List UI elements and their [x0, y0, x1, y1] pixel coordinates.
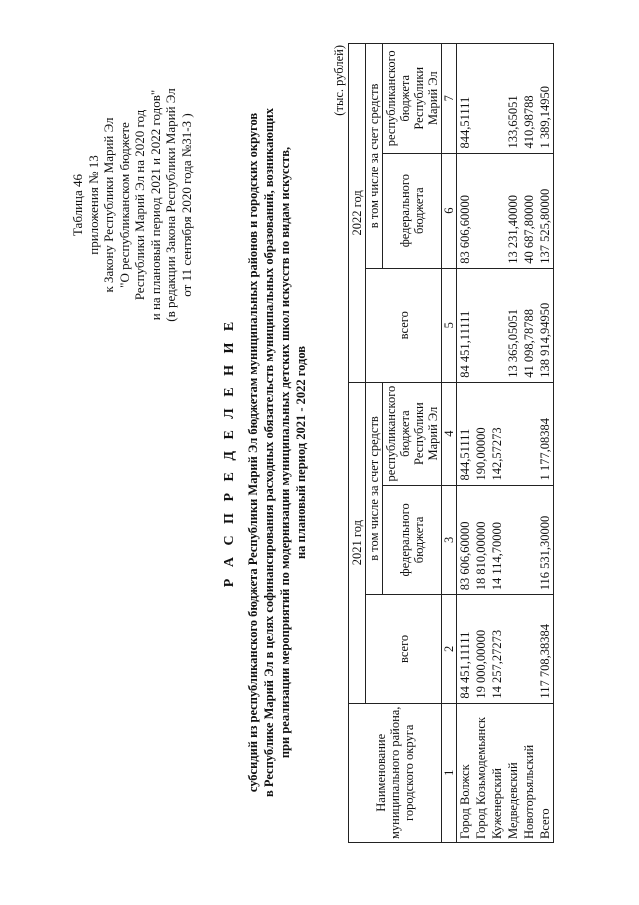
- cell-value: 19 000,00000: [473, 595, 489, 703]
- federal-2022-header: [383, 153, 442, 268]
- subtitle-line: субсидий из республиканского бюджета Республики Марий Эл бюджетам муниципальных районов и городских округов: [246, 112, 260, 793]
- cell-value: 14 257,27273: [489, 595, 505, 703]
- column-number: 5: [442, 268, 457, 382]
- column-number: 7: [442, 44, 457, 154]
- total-value: 116 531,30000: [537, 485, 554, 595]
- column-number: 3: [442, 485, 457, 595]
- cell-value: [473, 44, 489, 154]
- document-title: Р А С П Р Е Д Е Л Е Н И Е: [222, 317, 237, 588]
- row-name: Новоторъяльский: [521, 703, 537, 842]
- republic-2022-header: [383, 44, 442, 154]
- column-number: 2: [442, 595, 457, 703]
- cell-value: [489, 153, 505, 268]
- cell-value: [521, 382, 537, 485]
- header-line: Республики Марий Эл на 2020 год: [132, 109, 147, 301]
- appendix-header: [70, 40, 194, 370]
- republic-2021-header: [383, 382, 442, 485]
- row-name: Город Козьмодемьянск: [473, 703, 489, 842]
- table-row: [489, 44, 505, 843]
- cell-value: [505, 485, 521, 595]
- total-value: 1 177,08384: [537, 382, 554, 485]
- header-line: республиканского: [384, 50, 398, 147]
- cell-value: [473, 268, 489, 382]
- column-number-row: [442, 44, 457, 843]
- cell-value: [505, 382, 521, 485]
- units-label: (тыс. рублей): [332, 45, 346, 116]
- total-value: 137 525,80000: [537, 153, 554, 268]
- header-line: бюджета: [398, 74, 412, 122]
- total-row: [537, 44, 554, 843]
- cell-value: [473, 153, 489, 268]
- document-subtitle: [245, 90, 309, 815]
- row-name: Город Волжск: [457, 703, 474, 842]
- cell-value: 13 365,05051: [505, 268, 521, 382]
- cell-value: 13 231,40000: [505, 153, 521, 268]
- column-number: 4: [442, 382, 457, 485]
- federal-2021-header: [383, 485, 442, 595]
- header-line: от 11 сентября 2020 года №31-З ): [178, 113, 194, 297]
- total-value: 138 914,94950: [537, 268, 554, 382]
- header-line: Республики: [412, 402, 426, 465]
- total-2021-header: всего: [366, 595, 442, 703]
- table-row: [521, 44, 537, 843]
- header-line: Марий Эл: [426, 71, 440, 126]
- header-line: "О республиканском бюджете: [116, 122, 132, 288]
- cell-value: [505, 595, 521, 703]
- incl-2022-header: в том числе за счет средств: [366, 44, 383, 269]
- incl-2021-header: в том числе за счет средств: [366, 382, 383, 595]
- cell-value: 133,65051: [505, 44, 521, 154]
- header-line: федерального: [398, 174, 412, 248]
- table-row: [505, 44, 521, 843]
- distribution-table: [348, 43, 554, 843]
- column-number: 1: [442, 703, 457, 842]
- column-number: 6: [442, 153, 457, 268]
- name-header-line: муниципального района,: [388, 706, 402, 839]
- header-line: Республики: [412, 66, 426, 130]
- subtitle-line: на плановый период 2021 - 2022 годов: [294, 345, 308, 560]
- name-column-header: [349, 703, 442, 842]
- cell-value: 83 606,60000: [457, 153, 474, 268]
- header-line: к Закону Республики Марий Эл: [101, 117, 116, 293]
- row-name: Медведевский: [505, 703, 521, 842]
- name-header-line: городского округа: [402, 724, 416, 821]
- cell-value: 41 098,78788: [521, 268, 537, 382]
- cell-value: 410,98788: [521, 44, 537, 154]
- cell-value: 40 687,80000: [521, 153, 537, 268]
- header-line: федерального: [398, 503, 412, 577]
- row-name: Куженерский: [489, 703, 505, 842]
- table-row: [473, 44, 489, 843]
- table-row: [457, 44, 474, 843]
- cell-value: [521, 485, 537, 595]
- header-line: республиканского: [384, 385, 398, 482]
- year-2021-header: 2021 год: [349, 382, 366, 703]
- name-header-line: Наименование: [374, 733, 388, 812]
- header-line: (в редакции Закона Республики Марий Эл: [163, 88, 178, 322]
- subtitle-line: при реализации мероприятий по модернизации муниципальных детских школ искусств по видам искусств,: [278, 146, 292, 759]
- cell-value: 84 451,11111: [457, 595, 474, 703]
- header-line: бюджета: [412, 516, 426, 564]
- total-label: Всего: [537, 703, 554, 842]
- cell-value: [521, 595, 537, 703]
- cell-value: 844,51111: [457, 382, 474, 485]
- header-line: и на плановый период 2021 и 2022 годов": [147, 89, 163, 321]
- total-2022-header: всего: [366, 268, 442, 382]
- year-2022-header: 2022 год: [349, 44, 366, 383]
- cell-value: 190,00000: [473, 382, 489, 485]
- cell-value: [489, 268, 505, 382]
- header-line: бюджета: [412, 187, 426, 234]
- header-line: приложения № 13: [85, 155, 101, 255]
- header-line: Таблица 46: [70, 173, 85, 237]
- header-line: Марий Эл: [426, 406, 440, 461]
- total-value: 1 389,14950: [537, 44, 554, 154]
- header-line: бюджета: [398, 410, 412, 457]
- cell-value: 14 114,70000: [489, 485, 505, 595]
- total-value: 117 708,38384: [537, 595, 554, 703]
- cell-value: 83 606,60000: [457, 485, 474, 595]
- cell-value: 844,51111: [457, 44, 474, 154]
- cell-value: 18 810,00000: [473, 485, 489, 595]
- cell-value: 84 451,11111: [457, 268, 474, 382]
- cell-value: [489, 44, 505, 154]
- subtitle-line: в Республике Марий Эл в целях софинансирования расходных обязательств муниципальных образований, возникающих: [262, 108, 276, 797]
- cell-value: 142,57273: [489, 382, 505, 485]
